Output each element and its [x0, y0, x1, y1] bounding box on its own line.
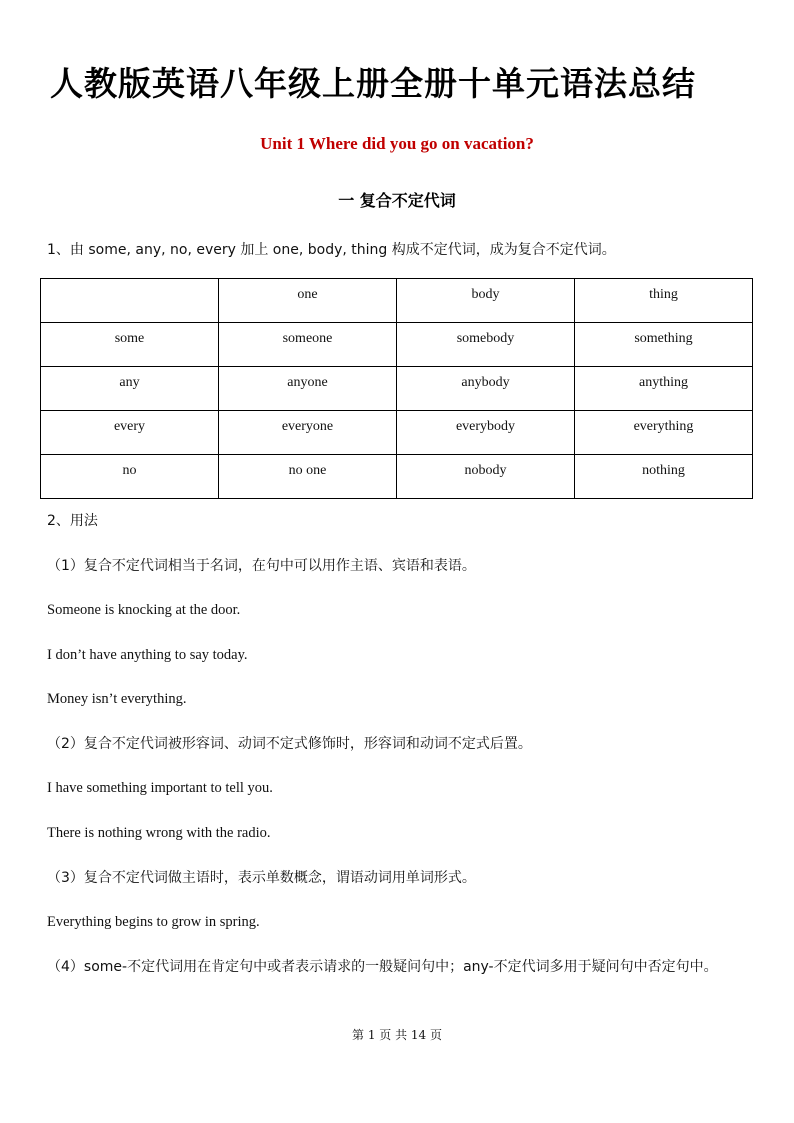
table-cell: thing — [575, 279, 753, 323]
table-cell: no one — [219, 455, 397, 499]
table-cell: nothing — [575, 455, 753, 499]
example-sentence: Money isn’t everything. — [47, 691, 187, 707]
usage-heading: 2、用法 — [47, 513, 98, 529]
table-cell: everyone — [219, 411, 397, 455]
table-cell: nobody — [397, 455, 575, 499]
table-cell: everything — [575, 411, 753, 455]
table-row — [41, 367, 753, 411]
table-row — [41, 411, 753, 455]
rule-4: （4）some-不定代词用在肯定句中或者表示请求的一般疑问句中；any-不定代词多用于疑问句中否定句中。 — [47, 959, 718, 975]
table-cell: some — [41, 323, 219, 367]
table-cell: body — [397, 279, 575, 323]
table-cell: someone — [219, 323, 397, 367]
table-cell: something — [575, 323, 753, 367]
rule-3: （3）复合不定代词做主语时，表示单数概念，谓语动词用单词形式。 — [47, 870, 476, 886]
intro-paragraph: 1、由 some, any, no, every 加上 one, body, thing 构成不定代词，成为复合不定代词。 — [47, 242, 616, 258]
table-row — [41, 455, 753, 499]
table-cell: anything — [575, 367, 753, 411]
table-cell: somebody — [397, 323, 575, 367]
compound-pronoun-table — [40, 278, 753, 499]
table-cell — [41, 279, 219, 323]
table-cell: anybody — [397, 367, 575, 411]
table-cell: any — [41, 367, 219, 411]
rule-1: （1）复合不定代词相当于名词，在句中可以用作主语、宾语和表语。 — [47, 558, 476, 574]
example-sentence: I don’t have anything to say today. — [47, 647, 248, 663]
table-cell: no — [41, 455, 219, 499]
section-title: 一 复合不定代词 — [338, 191, 456, 210]
page-footer: 第 1 页 共 14 页 — [352, 1028, 442, 1042]
table-cell: anyone — [219, 367, 397, 411]
example-sentence: There is nothing wrong with the radio. — [47, 825, 271, 841]
example-sentence: Someone is knocking at the door. — [47, 602, 241, 618]
example-sentence: I have something important to tell you. — [47, 780, 273, 796]
unit-title: Unit 1 Where did you go on vacation? — [260, 134, 534, 153]
table-row — [41, 323, 753, 367]
table-cell: everybody — [397, 411, 575, 455]
example-sentence: Everything begins to grow in spring. — [47, 914, 260, 930]
rule-2: （2）复合不定代词被形容词、动词不定式修饰时，形容词和动词不定式后置。 — [47, 736, 532, 752]
table-header-row — [41, 279, 753, 323]
table-cell: one — [219, 279, 397, 323]
document-title: 人教版英语八年级上册全册十单元语法总结 — [50, 64, 696, 103]
table-cell: every — [41, 411, 219, 455]
